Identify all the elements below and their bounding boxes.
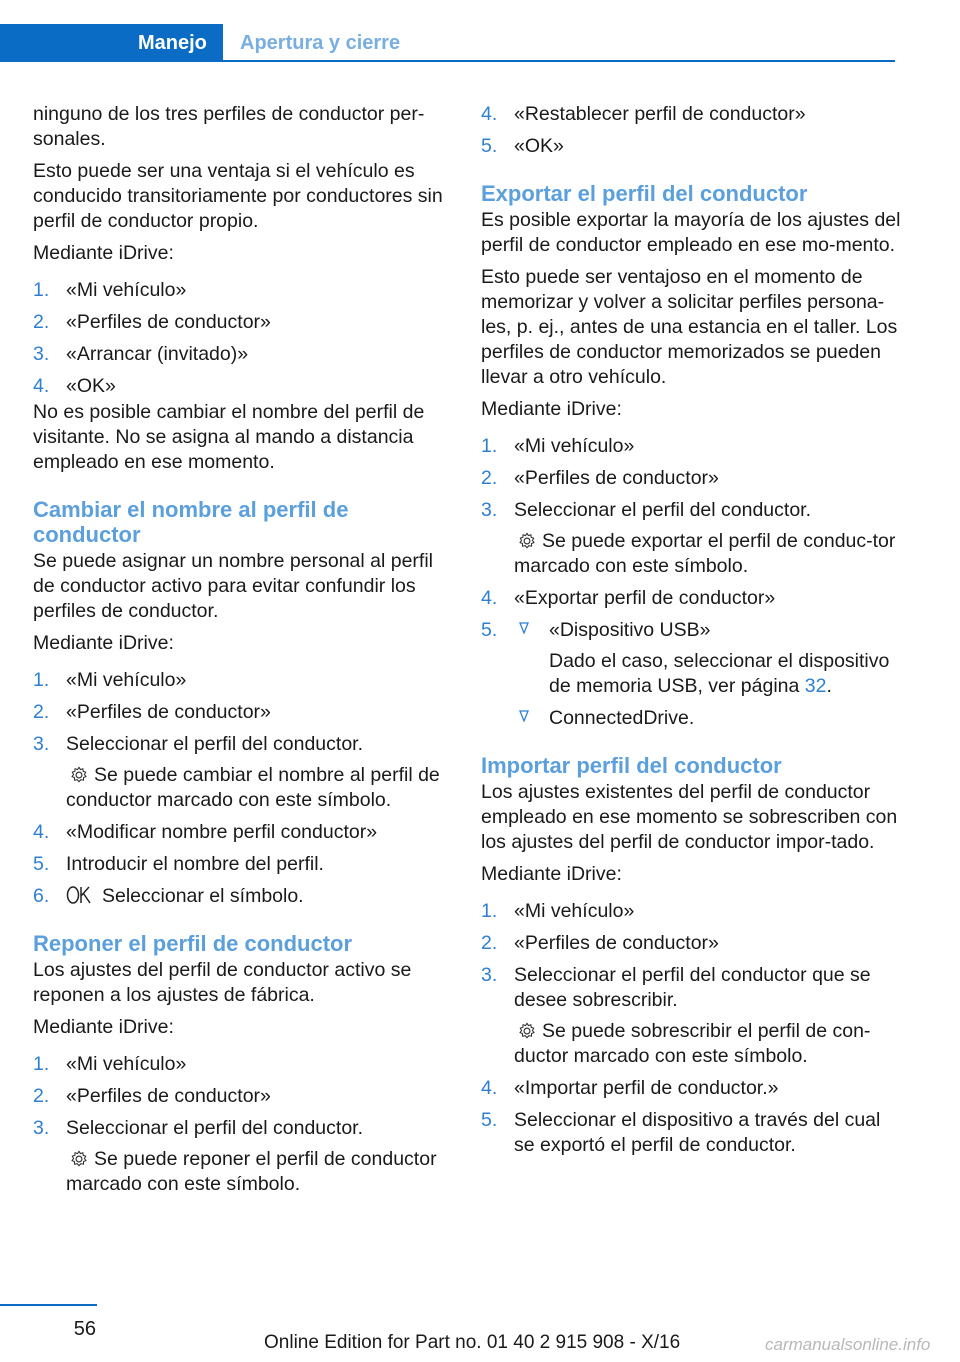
page-link[interactable]: 32: [804, 675, 827, 697]
section-title: Exportar el perfil del conductor: [481, 181, 808, 206]
list-item: 1. «Mi vehículo»: [481, 900, 635, 922]
steps-list: [481, 102, 901, 159]
gear-icon: [518, 1022, 536, 1040]
list-item: 5. Introducir el nombre del perfil.: [33, 853, 324, 875]
steps-list: [481, 434, 901, 731]
list-item: 2. «Perfiles de conductor»: [33, 1085, 271, 1107]
steps-list: [33, 278, 458, 399]
paragraph: Los ajustes existentes del perfil de conductor empleado en ese momento se sobrescriben con los ajustes del perfil de conductor impor-tado.: [481, 781, 898, 853]
list-item: 1. «Mi vehículo»: [481, 435, 635, 457]
list-item: 1. «Mi vehículo»: [33, 669, 187, 691]
list-item: 2. «Perfiles de conductor»: [33, 311, 271, 333]
paragraph: Los ajustes del perfil de conductor activo se reponen a los ajustes de fábrica.: [33, 959, 412, 1006]
page-number: 56: [73, 1318, 96, 1340]
section-title: Cambiar el nombre al perfil de conductor: [33, 497, 349, 547]
online-edition-text: Online Edition for Part no. 01 40 2 915 908 - X/16: [264, 1332, 681, 1353]
list-item: 4. «Importar perfil de conductor.»: [481, 1077, 779, 1099]
symbol-note: Se puede cambiar el nombre al perfil de conductor marcado con este símbolo.: [66, 764, 440, 811]
section-title: Reponer el perfil de conductor: [33, 931, 353, 956]
paragraph: Mediante iDrive:: [481, 398, 622, 420]
list-item: 3. Seleccionar el perfil del conductor que se desee sobrescribir. Se puede sobrescribir el perfil de con-ductor marcado con este símbolo.: [481, 963, 901, 1069]
symbol-note: Se puede reponer el perfil de conductor marcado con este símbolo.: [66, 1148, 437, 1195]
paragraph: Esto puede ser una ventaja si el vehículo es conducido transitoriamente por conductores sin perfil de conductor propio.: [33, 160, 443, 232]
symbol-note: Se puede sobrescribir el perfil de con-ductor marcado con este símbolo.: [514, 1020, 871, 1067]
list-item: 5. «OK»: [481, 135, 564, 157]
list-item: 6. Seleccionar el símbolo.: [33, 885, 304, 907]
paragraph: Mediante iDrive:: [481, 863, 622, 885]
paragraph: Esto puede ser ventajoso en el momento de memorizar y volver a solicitar perfiles persona-les, p. ej., antes de una estancia en el taller. Los perfiles de conductor memorizados se pueden llevar a otro vehículo.: [481, 266, 898, 388]
paragraph: Es posible exportar la mayoría de los ajustes del perfil de conductor empleado en ese mo-mento.: [481, 209, 901, 256]
list-item: 3. Seleccionar el perfil del conductor. Se puede exportar el perfil de conduc-tor marcado con este símbolo.: [481, 498, 901, 579]
triangle-bullet-icon: [519, 710, 529, 722]
list-item: 4. «Modificar nombre perfil conductor»: [33, 821, 378, 843]
paragraph: Mediante iDrive:: [33, 632, 174, 654]
triangle-bullet-icon: [519, 622, 529, 634]
steps-list: [33, 1052, 458, 1197]
paragraph: Mediante iDrive:: [33, 1016, 174, 1038]
tab-apertura-y-cierre[interactable]: Apertura y cierre: [240, 32, 401, 54]
gear-icon: [518, 532, 536, 550]
bullet-item: ConnectedDrive.: [514, 706, 901, 731]
list-item: 2. «Perfiles de conductor»: [33, 701, 271, 723]
steps-list: [33, 668, 458, 909]
list-item: 5. Seleccionar el dispositivo a través del cual se exportó el perfil de conductor.: [481, 1109, 881, 1156]
list-item: 4. «Exportar perfil de conductor»: [481, 587, 776, 609]
watermark: carmanualsonline.info: [765, 1335, 931, 1354]
bullet-list: [514, 618, 901, 731]
list-item: 3. Seleccionar el perfil del conductor. Se puede cambiar el nombre al perfil de conductor marcado con este símbolo.: [33, 732, 458, 813]
footer-rule: [0, 1304, 97, 1306]
tab-manejo[interactable]: Manejo: [0, 24, 223, 62]
list-item: 5. «Dispositivo USB» Dado el caso, seleccionar el dispositivo de memoria USB, ver página 32. ConnectedDrive.: [481, 618, 901, 731]
steps-list: [481, 899, 901, 1158]
right-column: [481, 102, 901, 1165]
paragraph: No es posible cambiar el nombre del perfil de visitante. No se asigna al mando a distancia empleado en ese momento.: [33, 401, 425, 473]
paragraph: ninguno de los tres perfiles de conductor per-sonales.: [33, 103, 425, 150]
header-tabs: [0, 24, 895, 62]
gear-icon: [70, 766, 88, 784]
paragraph: Mediante iDrive:: [33, 242, 174, 264]
list-item: 2. «Perfiles de conductor»: [481, 932, 719, 954]
list-item: 3. «Arrancar (invitado)»: [33, 343, 249, 365]
list-item: 1. «Mi vehículo»: [33, 1053, 187, 1075]
ok-icon: [66, 885, 94, 905]
list-item: 1. «Mi vehículo»: [33, 279, 187, 301]
paragraph: Se puede asignar un nombre personal al perfil de conductor activo para evitar confundir los perfiles de conductor.: [33, 550, 434, 622]
list-item: 4. «OK»: [33, 375, 116, 397]
symbol-note: Se puede exportar el perfil de conduc-tor marcado con este símbolo.: [514, 530, 896, 577]
bullet-item: «Dispositivo USB» Dado el caso, seleccionar el dispositivo de memoria USB, ver página 32.: [514, 618, 901, 699]
left-column: [33, 102, 458, 1204]
list-item: 2. «Perfiles de conductor»: [481, 467, 719, 489]
section-title: Importar perfil del conductor: [481, 753, 782, 778]
list-item: 3. Seleccionar el perfil del conductor. Se puede reponer el perfil de conductor marcado con este símbolo.: [33, 1116, 458, 1197]
gear-icon: [70, 1150, 88, 1168]
list-item: 4. «Restablecer perfil de conductor»: [481, 103, 806, 125]
